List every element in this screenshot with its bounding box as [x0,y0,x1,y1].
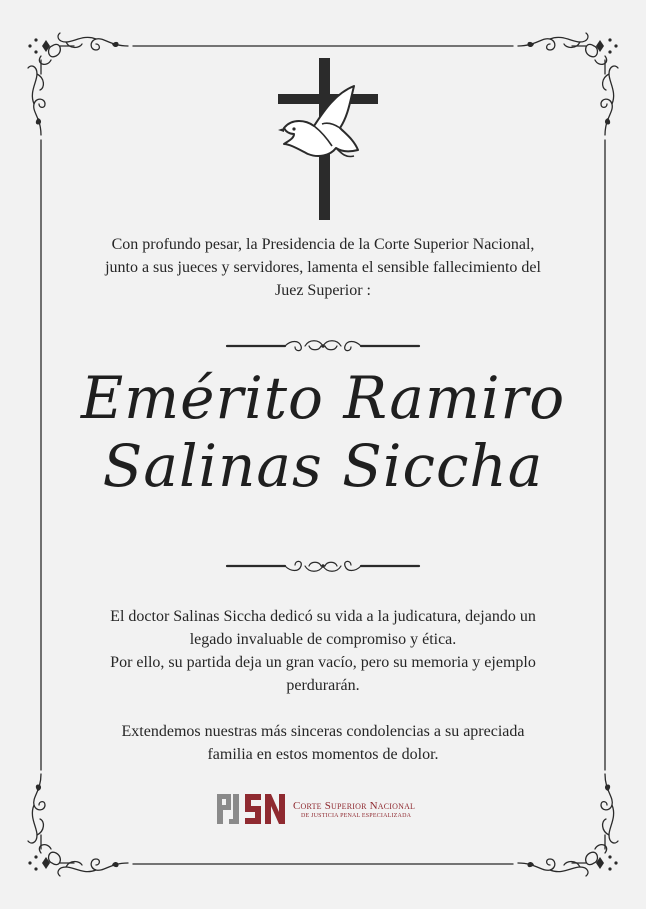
tribute-line: legado invaluable de compromiso y ética. [189,631,457,648]
deceased-name-line-1: Emérito Ramiro [80,364,566,432]
intro-line: junto a sus jueces y servidores, lamenta el sensible fallecimiento del [105,259,541,276]
deceased-name-line-2: Salinas Siccha [102,432,544,500]
condolence-line: familia en estos momentos de dolor. [207,746,439,763]
intro-paragraph [60,233,586,302]
institution-logo [217,792,447,828]
cross-with-dove [270,58,382,222]
tribute-line: perdurarán. [286,677,360,694]
corner-ornament-top-right [518,33,618,135]
corner-ornament-bottom-left [28,774,128,876]
corner-ornament-top-left [28,33,128,135]
condolence-line: Extendemos nuestras más sinceras condolencias a su apreciada [121,723,525,740]
tribute-paragraph [60,605,586,697]
institution-name: Corte Superior Nacional [293,800,416,812]
deceased-name [40,364,606,500]
institution-subtitle: DE JUSTICIA PENAL ESPECIALIZADA [301,813,412,819]
ornamental-divider-bottom [225,558,421,574]
institution-logo-mark [217,792,287,826]
condolence-paragraph [60,720,586,766]
intro-line: Juez Superior : [275,282,371,299]
ornamental-divider-top [225,338,421,354]
corner-ornament-bottom-right [518,774,618,876]
tribute-line: Por ello, su partida deja un gran vacío, pero su memoria y ejemplo [110,654,536,671]
tribute-line: El doctor Salinas Siccha dedicó su vida a la judicatura, dejando un [110,608,536,625]
intro-line: Con profundo pesar, la Presidencia de la Corte Superior Nacional, [111,236,535,253]
